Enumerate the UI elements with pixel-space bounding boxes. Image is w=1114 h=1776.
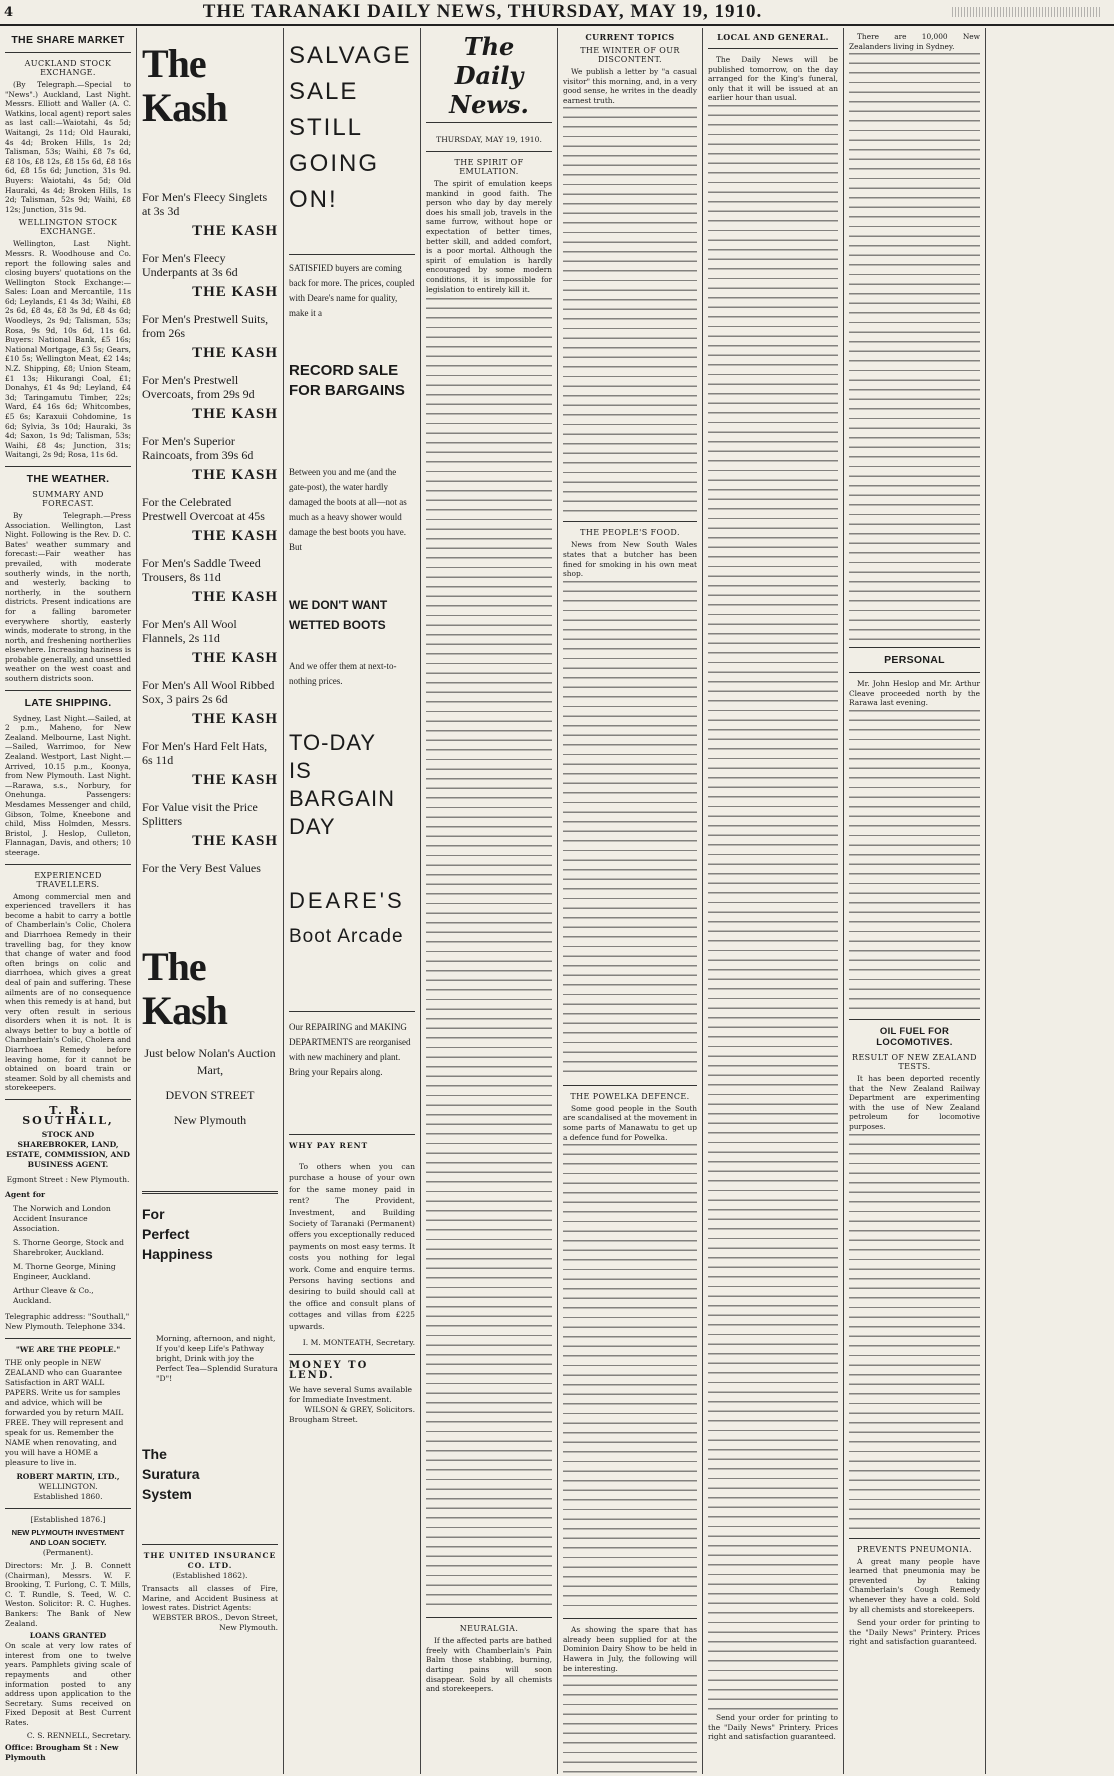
oil-fuel-body-text xyxy=(849,1132,980,1532)
boot-arcade: Boot Arcade xyxy=(289,926,404,947)
winter-lead: We publish a letter by "a casual visitor" this morning, and, in a very good sense, he writes in the deadly earnest truth. xyxy=(563,67,697,105)
happiness-line: Happiness xyxy=(142,1246,213,1262)
column-7 xyxy=(844,28,985,1774)
wellington-report: Wellington, Last Night. Messrs. R. Woodhouse and Co. report the following sales and closing buyers' quotations on the Wellington Stock Exchange:—Sales: Loan and Mercantile, 11s 6d; Leylands, £1 4s 3d; Waihi, £8 2s 6d, £8 4s, £8 3s 9d, £8 4s 6d; Woodleys, 2s 9d; Talisman, 53s; Rosa, 9s 9d, 10s 6d, 11s 6d. Buyers: National Bank, £5 16s; National Mortgage, £3 5s; Gears, £10 5s; Wellington Meat, £2 14s; N.Z. Shipping, £8; Union Steam, £1 13s; Hikurangi Coal, £1; Donahys, £1 4s 9d; Leyland, £4 3d; Taringamutu Timber, 22s; Ward, £4 16s 6d; Whitcombes, £5 6s; Karaxuii Cohdomine, 1s 6d; Sylvia, 3s 10d; Hauraki, 3s 4d; Saxon, 1s 9d; Talisman, 53s; Waihi, £8 4s; Junction, 31s; Waitangi, 2s 9d; Rosa, 11s 6d. xyxy=(5,239,131,460)
travellers-heading: EXPERIENCED TRAVELLERS. xyxy=(34,870,102,889)
weather-subheading: SUMMARY AND FORECAST. xyxy=(32,489,104,508)
wellington-heading: WELLINGTON STOCK EXCHANGE. xyxy=(18,218,118,237)
powelka-heading: THE POWELKA DEFENCE. xyxy=(570,1091,690,1101)
neuralgia-text: If the affected parts are bathed freely with Chamberlain's Pain Balm those stabbing, burning, darting pains will soon disappear. Sold by all chemists and storekeepers. xyxy=(426,1636,552,1694)
kash-item: For Men's All Wool Ribbed Sox, 3 pairs 2s 6d xyxy=(142,678,275,706)
column-3 xyxy=(284,28,420,1774)
editorial-lead: The spirit of emulation keeps mankind in good faith. The person who day by day merely does his small job, travels in the same furrow, without hope or expectation of better times, better skill, and added comfort, is a poor mortal. Although the spirit of emulation is hardly encouraged by some modern conditions, it is impossible for legislation to entirely kill it. xyxy=(426,179,552,294)
monteath-secretary: I. M. MONTEATH, Secretary. xyxy=(302,1338,415,1348)
satisfied-text: SATISFIED buyers are coming back for more. The prices, coupled with Deare's name for quality, make it a xyxy=(289,263,415,318)
people-ad: THE only people in NEW ZEALAND who can Guarantee Satisfaction in ART WALL PAPERS. Write us for samples and advice, which will be forwarded you by return MAIL FREE. They will represent and speak for us. Remember the NAME when renovating, and you will have a HOME a pleasure to live in. xyxy=(5,1358,124,1468)
kash-address-line: Just below Nolan's Auction Mart, xyxy=(144,1046,276,1077)
wilson-grey: WILSON & GREY, Solicitors. xyxy=(304,1405,415,1415)
kash-item: For Value visit the Price Splitters xyxy=(142,800,258,828)
powelka-body-text xyxy=(563,1142,697,1612)
record-sale: RECORD SALE FOR BARGAINS xyxy=(289,362,405,399)
npil-secretary: C. S. RENNELL, Secretary. xyxy=(26,1730,131,1740)
happiness-line: Perfect xyxy=(142,1226,190,1242)
today-line: DAY xyxy=(289,814,336,839)
npil-directors: Directors: Mr. J. B. Connett (Chairman), Messrs. W. F. Brooking, T. Furlong, C. T. Mills, C. T. Rundle, S. Teed, W. C. Weston. Solicitor: R. C. Hughes. Bankers: The Bank of New Zealand. xyxy=(5,1561,131,1628)
today-line: IS xyxy=(289,758,312,783)
personal-heading: PERSONAL xyxy=(884,654,945,667)
agent-for-label: Agent for xyxy=(5,1190,46,1200)
food-body-text xyxy=(563,579,697,1079)
repairing-text: Our REPAIRING and MAKING DEPARTMENTS are reorganised with new machinery and plant. Bring your Repairs along. xyxy=(289,1022,411,1077)
loans-text: On scale at very low rates of interest from one to twelve years. Pamphlets giving scale of repayments and other information posted to any address upon application to the Secretary. Sums received on Fixed Deposit at Best Current Rates. xyxy=(5,1641,131,1727)
editorial-date: THURSDAY, MAY 19, 1910. xyxy=(436,135,542,144)
webster-bros: WEBSTER BROS., Devon Street, New Plymouth. xyxy=(152,1612,278,1632)
kash-name: THE KASH xyxy=(192,833,278,849)
travellers-ad: Among commercial men and experienced travellers it has become a habit to carry a bottle of Chamberlain's Colic, Cholera and Diarrhoea Remedy in their travelling bag, for they know that change of water and food often brings on colic and diarrhoea, which gives a great deal of pain and suffering. These ailments are of no consequence when this remedy is at hand, but very often result in serious disorders when it is not. It is always better to buy a bottle of Chamberlain's Colic, Cholera and Diarrhoea Remedy before leaving home, for it cannot be obtained on board train or steamer. Sold by all chemists and storekeepers. xyxy=(5,891,131,1093)
dairy-show-lead: As showing the spare that has already been supplied for at the Dominion Dairy Show to be held in Hawera in July, the following will be interesting. xyxy=(563,1625,697,1673)
kash-name: THE KASH xyxy=(192,406,278,422)
printery-notice: Send your order for printing to the "Daily News" Printery. Prices right and satisfaction guaranteed. xyxy=(849,1618,980,1647)
kash-name: THE KASH xyxy=(192,223,278,239)
column-6 xyxy=(703,28,843,1774)
kash-item: For Men's Superior Raincoats, from 39s 6d xyxy=(142,434,254,462)
salvage-line: STILL xyxy=(289,114,364,141)
between-text: Between you and me (and the gate-post), the water hardly damaged the boots at all—not as much as a heavy shower would damage the best boots you have. But xyxy=(289,467,407,552)
united-insurance-est: (Established 1862). xyxy=(172,1571,248,1580)
kash-item: For Men's Prestwell Overcoats, from 29s 9d xyxy=(142,373,255,401)
newspaper-title: THE TARANAKI DAILY NEWS, THURSDAY, MAY 19, 1910. xyxy=(202,1,763,22)
column-2 xyxy=(137,28,283,1774)
kash-name: THE KASH xyxy=(192,711,278,727)
weather-report: By Telegraph.—Press Association. Wellington, Last Night. Following is the Rev. D. C. Bates' weather summary and forecast:—Fair weather has prevailed, with moderate southerly winds, in the north, and westerly, backing to northerly, in the southern districts. Present indications are for a falling barometer everywhere shortly, easterly winds, moderate to strong, in the north, and freshening northerlies elsewhere. Increasing haziness is probable generally, and unsettled weather on the west coast and southern districts soon. xyxy=(5,510,131,684)
salvage-line: GOING ON! xyxy=(289,150,380,213)
southall-name: T. R. SOUTHALL, xyxy=(22,1104,114,1128)
column-5 xyxy=(558,28,702,1774)
npil-name: NEW PLYMOUTH INVESTMENT AND LOAN SOCIETY. xyxy=(11,1528,125,1548)
robert-martin-city: WELLINGTON. xyxy=(38,1482,98,1492)
local-general-heading: LOCAL AND GENERAL. xyxy=(717,32,829,42)
today-line: BARGAIN xyxy=(289,786,396,811)
kash-logo: The Kash xyxy=(142,944,227,1033)
food-lead: News from New South Wales states that a butcher has been fined for smoking in his own meat shop. xyxy=(563,540,697,579)
paper-nameplate: The Daily News. xyxy=(426,32,552,123)
masthead xyxy=(0,0,1114,26)
today-line: TO-DAY xyxy=(289,730,377,755)
kash-item: For the Celebrated Prestwell Overcoat at 45s xyxy=(142,495,265,523)
agency-item: S. Thorne George, Stock and Sharebroker, Auckland. xyxy=(13,1238,125,1258)
printery-notice: Send your order for printing to the "Daily News" Printery. Prices right and satisfaction guaranteed. xyxy=(708,1712,838,1742)
masthead-ornament xyxy=(952,7,1102,17)
column-1 xyxy=(0,28,136,1774)
kash-name: THE KASH xyxy=(192,345,278,361)
column-4 xyxy=(421,28,557,1774)
kash-logo: The Kash xyxy=(142,41,227,130)
salvage-line: SALVAGE xyxy=(289,42,412,69)
kash-name: THE KASH xyxy=(192,284,278,300)
agency-item: Arthur Cleave & Co., Auckland. xyxy=(13,1286,94,1306)
personal-body-text xyxy=(849,708,980,1013)
kash-name: THE KASH xyxy=(192,772,278,788)
why-pay-rent-text: To others when you can purchase a house of your own for the same money paid in rent? The Provident, Investment, and Building Society of Taranaki (Permanent) offers you exceptionally reduced payments on most easy terms. It costs you nothing for legal work. Come and enquire terms. Persons having sections and desiring to build should call at the office and consult plans of cottages and villas from £225 upwards. xyxy=(289,1162,415,1331)
robert-martin-name: ROBERT MARTIN, LTD., xyxy=(16,1472,120,1482)
kash-item: For Men's Prestwell Suits, from 26s xyxy=(142,312,269,340)
people-heading: "WE ARE THE PEOPLE." xyxy=(15,1345,121,1355)
food-heading: THE PEOPLE'S FOOD. xyxy=(580,528,680,538)
shipping-report: Sydney, Last Night.—Sailed, at 2 p.m., Maheno, for New Zealand. Melbourne, Last Night.—Sailed, Warrimoo, for New Zealand. Westport, Last Night.—Arrived, 10.15 p.m., Koonya, from New Plymouth. Last Night.—Rarawa, s.s., Norbury, for Onehunga. Passengers: Mesdames Messenger and child, Gibson, Tolme, Kneebone and child, Miss Holmden, Messrs. Bristol, J. Heslop, Culleton, Flannagan, Davis, and others; 10 steerage. xyxy=(5,713,131,857)
pneumonia-heading: PREVENTS PNEUMONIA. xyxy=(856,1544,973,1554)
oil-fuel-subheading: RESULT OF NEW ZEALAND TESTS. xyxy=(852,1052,977,1071)
kash-name: THE KASH xyxy=(192,589,278,605)
kash-item: For Men's Saddle Tweed Trousers, 8s 11d xyxy=(142,556,261,584)
auckland-heading: AUCKLAND STOCK EXCHANGE. xyxy=(24,59,112,77)
united-insurance-text: Transacts all classes of Fire, Marine, and Accident Business at lowest rates. District Agents: xyxy=(142,1584,278,1613)
kash-item: For the Very Best Values xyxy=(142,861,261,875)
winter-heading: THE WINTER OF OUR DISCONTENT. xyxy=(580,46,680,64)
agency-item: M. Thorne George, Mining Engineer, Auckland. xyxy=(13,1262,116,1282)
local-body-text xyxy=(708,103,838,1713)
editorial-body-text xyxy=(426,296,552,1611)
oil-fuel-lead: It has been deported recently that the New Zealand Railway Department are experimenting with the use of New Zealand petroleum for locomotive purposes. xyxy=(849,1073,980,1131)
suratura-line: System xyxy=(142,1486,192,1502)
suratura-line: The xyxy=(142,1446,167,1462)
kash-item: For Men's Hard Felt Hats, 6s 11d xyxy=(142,739,268,767)
editorial-heading: THE SPIRIT OF EMULATION. xyxy=(454,158,524,176)
suratura-verse: Morning, afternoon, and night, If you'd keep Life's Pathway bright, Drink with joy the Perfect Tea—Splendid Suratura "D"! xyxy=(156,1334,278,1383)
pneumonia-text: A great many people have learned that pneumonia may be prevented by taking Chamberlain's Cough Remedy whenever they have a cold. Sold by all chemists and storekeepers. xyxy=(849,1556,980,1614)
personal-lead: Mr. John Heslop and Mr. Arthur Cleave proceeded north by the Rarawa last evening. xyxy=(849,679,980,708)
weather-heading: THE WEATHER. xyxy=(26,472,110,485)
kash-name: THE KASH xyxy=(192,528,278,544)
oil-fuel-heading: OIL FUEL FOR LOCOMOTIVES. xyxy=(876,1025,953,1048)
loans-heading: LOANS GRANTED xyxy=(29,1631,107,1641)
united-insurance-name: THE UNITED INSURANCE CO. LTD. xyxy=(143,1551,277,1570)
happiness-line: For xyxy=(142,1206,165,1222)
brougham-street: Brougham Street. xyxy=(289,1415,358,1425)
southall-description: STOCK AND SHAREBROKER, LAND, ESTATE, COMMISSION, AND BUSINESS AGENT. xyxy=(6,1130,130,1170)
right-margin xyxy=(986,28,1114,1774)
southall-address: Egmont Street : New Plymouth. xyxy=(6,1175,130,1185)
kash-item: For Men's Fleecy Singlets at 3s 3d xyxy=(142,190,268,218)
sydney-note: There are 10,000 New Zealanders living in Sydney. xyxy=(849,32,980,51)
wetted-boots: WE DON'T WANT WETTED BOOTS xyxy=(289,598,388,632)
local-lead: The Daily News will be published tomorrow, on the day arranged for the King's funeral, only that it will be issued at an earlier hour than usual. xyxy=(708,55,838,103)
kash-address-street: DEVON STREET xyxy=(165,1088,255,1102)
current-topics-heading: CURRENT TOPICS xyxy=(585,32,675,42)
money-to-lend-text: We have several Sums available for Immediate Investment. xyxy=(289,1385,413,1405)
auckland-report: (By Telegraph.—Special to "News".) Auckland, Last Night. Messrs. Elliott and Waller (A. C. Watkins, local agent) report sales as last call:—Waiotahi, 4s 5d; Waitangi, 2s 11d; Old Hauraki, 4s 4d; Broken Hills, 1s 2d; Talisman, 53s; Waihi, £8 7s 6d, £8 10s, £8 12s, £8 15s 6d, £8 16s 6d, £8 15s 6d; Junction, 31s 9d. Buyers: Waiotahi, 4s 5d; Old Hauraki, 4s 4d; Broken Hills, 1s 2d; Talisman, 52s 9d; Waihi, £8 12s; Junction, 31s 9d. xyxy=(5,80,131,214)
npil-established: [Established 1876.] xyxy=(30,1515,106,1525)
why-pay-rent-heading: WHY PAY RENT xyxy=(289,1141,369,1150)
salvage-line: SALE xyxy=(289,78,359,105)
suratura-line: Suratura xyxy=(142,1466,200,1482)
powelka-lead: Some good people in the South are scandalised at the movement in some parts of Manawatu to get up a defence fund for Powelka. xyxy=(563,1103,697,1142)
kash-name: THE KASH xyxy=(192,650,278,666)
robert-martin-est: Established 1860. xyxy=(33,1492,103,1502)
neuralgia-heading: NEURALGIA. xyxy=(459,1624,519,1634)
telegraphic-address: Telegraphic address: "Southall," New Plymouth. Telephone 334. xyxy=(5,1312,130,1332)
share-market-heading: THE SHARE MARKET xyxy=(11,34,125,46)
kash-item: For Men's Fleecy Underpants at 3s 6d xyxy=(142,251,238,279)
news-notes-text xyxy=(849,51,980,641)
money-to-lend-heading: MONEY TO LEND. xyxy=(289,1360,369,1382)
npil-permanent: (Permanent). xyxy=(42,1548,94,1558)
dairy-show-text xyxy=(563,1673,697,1774)
shipping-heading: LATE SHIPPING. xyxy=(24,696,112,709)
agency-item: The Norwich and London Accident Insurance Association. xyxy=(13,1204,111,1234)
winter-body-text xyxy=(563,105,697,515)
npil-office: Office: Brougham St : New Plymouth xyxy=(5,1742,119,1762)
offer-text: And we offer them at next-to-nothing prices. xyxy=(289,661,397,686)
kash-address-town: New Plymouth xyxy=(173,1113,247,1127)
kash-name: THE KASH xyxy=(192,467,278,483)
kash-item: For Men's All Wool Flannels, 2s 11d xyxy=(142,617,237,645)
page-number: 4 xyxy=(4,4,14,20)
deares-name: DEARE'S xyxy=(289,888,405,913)
